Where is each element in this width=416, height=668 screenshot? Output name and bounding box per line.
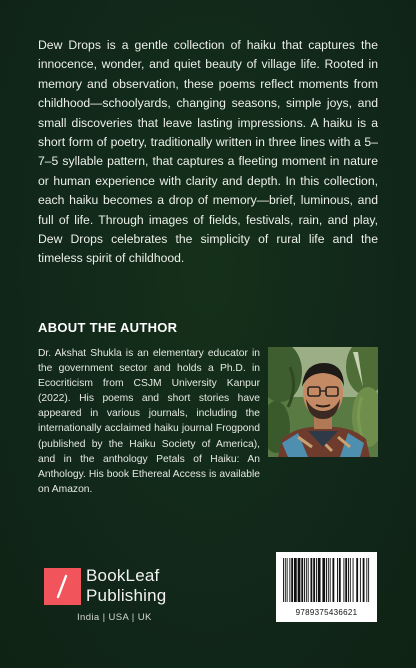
book-blurb: Dew Drops is a gentle collection of haiku that captures the innocence, wonder, and quiet beauty of village life. Rooted in memory and observation, these poems reflect moments from childhood—schoolyards, changing seasons, simple joys, and small discoveries that leave lasting impressions. A haiku is a short form of poetry, traditionally written in three lines with a 5–7–5 syllable pattern, that captures a fleeting moment in nature or human experience with clarity and depth. In this collection, each haiku becomes a drop of memory—brief, luminous, and full of life. Through images of fields, festivals, rain, and play, Dew Drops celebrates the simplicity of rural life and the timeless spirit of childhood.: [38, 38, 378, 266]
barcode-bar: [313, 558, 315, 602]
barcode-bar: [283, 558, 284, 602]
barcode-bar: [343, 558, 344, 602]
barcode-bar: [316, 558, 317, 602]
barcode-bar: [353, 558, 354, 602]
author-bio: Dr. Akshat Shukla is an elementary educator in the government sector and holds a Ph.D. in Ecocriticism from CSJM University Kanpur (2022). His poems and short stories have appeared in various journals, including the internationally acclaimed haiku journal Frogpond (published by the Haiku Society of America), and in the anthology Petals of Haiku: An Anthology. His book Ethereal Access is available on Amazon.: [38, 348, 260, 495]
barcode-bar: [306, 558, 307, 602]
barcode-bar: [304, 558, 305, 602]
barcode-bar: [332, 558, 334, 602]
barcode-bar: [301, 558, 303, 602]
barcode-bar: [291, 558, 293, 602]
publisher-name-line1: BookLeaf: [86, 566, 160, 585]
barcode-bar: [330, 558, 331, 602]
barcode-bar: [348, 558, 349, 602]
slash-icon: [44, 568, 81, 605]
barcode-bar: [308, 558, 309, 602]
barcode-bar: [326, 558, 327, 602]
barcode-bar: [350, 558, 351, 602]
barcode-bar: [360, 558, 361, 602]
barcode-bar: [285, 558, 286, 602]
barcode-bar: [294, 558, 297, 602]
barcode-bar: [345, 558, 347, 602]
barcode-bar: [322, 558, 325, 602]
publisher-logo: [44, 568, 194, 628]
barcode-bar: [363, 558, 365, 602]
barcode-bar: [310, 558, 312, 602]
barcode-bar: [339, 558, 341, 602]
barcode-bar: [289, 558, 290, 602]
isbn-barcode: [276, 552, 377, 622]
publisher-name-line2: Publishing: [86, 586, 167, 605]
barcode-bar: [366, 558, 367, 602]
barcode-bar: [337, 558, 338, 602]
publisher-regions: India | USA | UK: [77, 612, 152, 623]
barcode-bar: [298, 558, 301, 602]
barcode-bar: [368, 558, 369, 602]
about-author-heading: ABOUT THE AUTHOR: [38, 320, 178, 335]
barcode-bar: [356, 558, 358, 602]
barcode-bar: [287, 558, 288, 602]
barcode-bars: [276, 552, 377, 608]
author-photo: [268, 347, 378, 457]
isbn-number: 9789375436621: [295, 608, 358, 617]
barcode-bar: [318, 558, 321, 602]
barcode-bar: [328, 558, 329, 602]
